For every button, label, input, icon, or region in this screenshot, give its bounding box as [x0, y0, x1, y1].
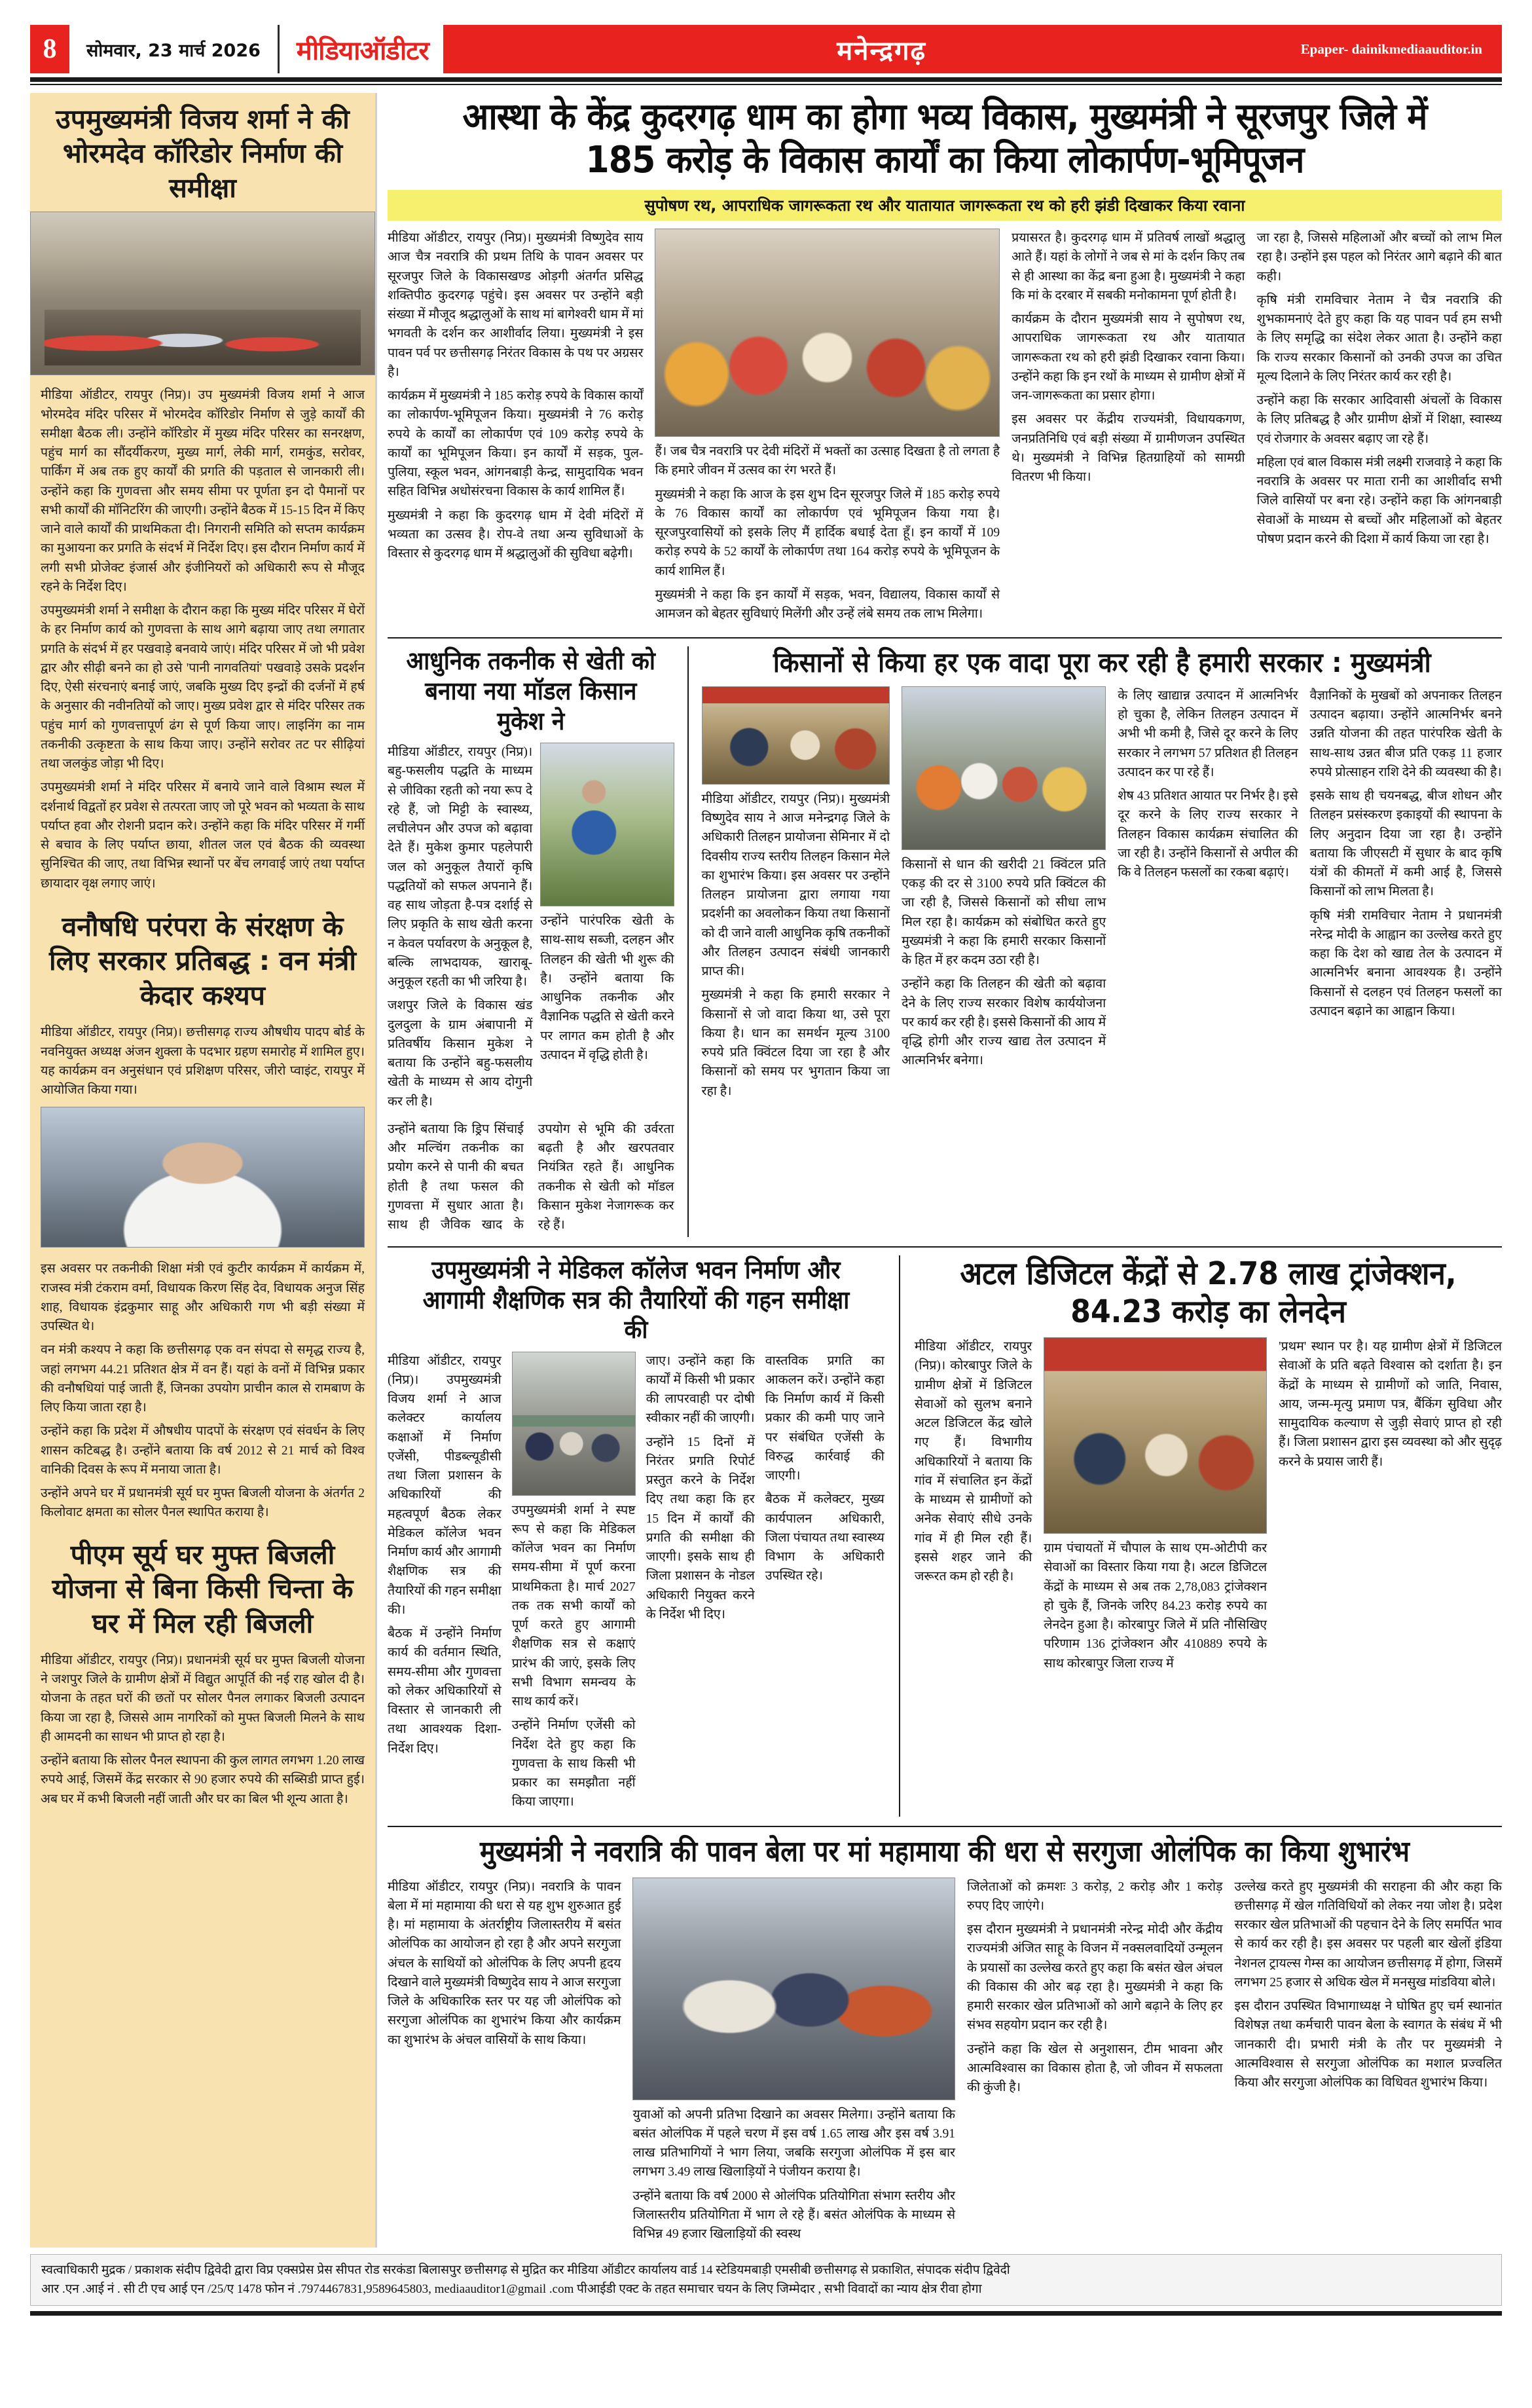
lead-story-col-3	[1012, 229, 1256, 628]
bottom-story-col-2	[632, 1878, 967, 2249]
paragraph: उन्होंने बताया कि ड्रिप सिंचाई और मल्चिंग तकनीक का प्रयोग करने से पानी की बचत होती है तथा फसल की गुणवत्ता में सुधार आता है। साथ ही जैविक खाद के उपयोग से भूमि की उर्वरता बढ़ती है और खरपतवार नियंत्रित रहते हैं। आधुनिक तकनीक से खेती को मॉडल किसान मुकेश नेजागरूक कर रहे हैं।	[388, 1122, 674, 1232]
left-article-2-headline: वनौषधि परंपरा के संरक्षण के लिए सरकार प्रतिबद्ध : वन मंत्री केदार कश्यप	[48, 910, 357, 1011]
paragraph: इस दौरान मुख्यमंत्री ने प्रधानमंत्री नरेन्द्र मोदी और केंद्रीय राज्यमंत्री अंजित साहू के विजन में नक्सलवादियों उन्मूलन के प्रयासों का उल्लेख करते हुए कहा कि बसंत खेल अंचल की विकास की ओर बढ़ रहा है। मुख्यमंत्री ने कहा कि हमारी सरकार खेल प्रतिभाओं को आगे बढ़ाने के लिए हर संभव सहयोग प्रदान कर रही है।	[967, 1923, 1223, 2033]
left-article-3-headline: पीएम सूर्य घर मुफ्त बिजली योजना से बिना किसी चिन्ता के घर में मिल रही बिजली	[52, 1538, 354, 1639]
paragraph: कार्यक्रम के दौरान मुख्यमंत्री साय ने सुपोषण रथ, आपराधिक जागरूकता रथ और यातायात जागरूकता रथ को हरी झंडी दिखाकर रवाना किया। उन्होंने कहा कि इन रथों के माध्यम से ग्रामीण क्षेत्रों में जन-जागरूकता का प्रसार होगा।	[1012, 312, 1245, 403]
paragraph: वास्तविक प्रगति का आकलन करें। उन्होंने कहा कि निर्माण कार्य में किसी प्रकार की कमी पाए जाने पर संबंधित एजेंसी के विरुद्ध कार्रवाई की जाएगी।	[765, 1354, 885, 1483]
epaper-url[interactable]: Epaper- dainikmediaauditor.in	[1300, 41, 1482, 57]
paragraph: बैठक में उन्होंने निर्माण कार्य की वर्तमान स्थिति, समय-सीमा और गुणवत्ता को लेकर अधिकारियों से विस्तार से जानकारी ली तथा आवश्यक दिशा-निर्देश दिए।	[388, 1627, 502, 1756]
left-article-2-photo-wrap	[30, 1104, 375, 1250]
paragraph: जा रहा है, जिससे महिलाओं और बच्चों को लाभ मिल रहा है। उन्होंने इस पहल को निरंतर आगे बढ़ाने की बात कही।	[1256, 231, 1502, 284]
newspaper-brand-logo: मीडियाऑडीटर	[296, 35, 429, 66]
paragraph: हैं। जब चैत्र नवरात्रि पर देवी मंदिरों में भक्तों का उत्साह दिखता है तो लगता है कि हमारे जीवन में उत्सव का रंग भरते हैं।	[655, 445, 1000, 478]
atal-digital-centre-photo	[1044, 1337, 1267, 1534]
paragraph: मीडिया ऑडीटर, रायपुर (निप्र)। बहु-फसलीय पद्धति के माध्यम से जीविका रहती को नया रूप दे रहे हैं, जो मिट्टी के स्वास्थ्य, लचीलेपन और उपज को बढ़ावा देते हैं। मुकेश कुमार पहलेपारी जल को अनुकूल तैयारों कृषि पद्धतियों को सफल अपनाने हैं। वह साथ जोड़ता है-पत्र दर्शाई से लिए प्रकृति के साथ खेती करना न केवल पर्यावरण के अनुकूल है, बल्कि लाभदायक, खाराबू-अनुकूल रहती का भी जरिया है।	[388, 745, 533, 990]
paragraph: ग्राम पंचायतों में चौपाल के साथ एम-ओटीपी कर सेवाओं का विस्तार किया गया है। अटल डिजिटल केंद्रों के माध्यम से अब तक 2,78,083 ट्रांजेक्शन हो चुके हैं, जिनके जरिए 84.23 करोड़ रुपये का लेनदेन हुआ है। कोरबापुर जिले में प्रति नौसिखिए परिणाम 136 ट्रांजेक्शन और 410889 रुपये के साथ कोरबापुर जिला राज्य में	[1044, 1542, 1268, 1671]
lower-left-col-4	[765, 1352, 885, 1817]
paragraph: मीडिया ऑडीटर, रायपुर (निप्र)। उप मुख्यमंत्री विजय शर्मा ने आज भोरमदेव मंदिर परिसर में भोरमदेव कॉरिडोर निर्माण से जुड़े कार्यों की समीक्षा बैठक ली। उन्होंने कॉरिडोर में मुख्य मंदिर परिसर का सनरक्षण, पहुंच मार्ग का सौंदर्यीकरण, मुख्य मार्ग, लेकी मार्ग, रामकुंड, सरोवर, पार्किंग में अब तक हुए कार्यों की प्रगति की पड़ताल से जानकारी ली। उन्होंने कहा कि गुणवत्ता और समय सीमा पर पूर्णता इन दो पैमानों पर सभी कार्यों की मॉनिटरिंग की जाएगी। उन्होंने बैठक में 15-15 दिन में किए जाने वाले कार्यों की प्राथमिकता दी। निगरानी समिति को सप्तम कार्यक्रम का मुआयना कर प्रगति के संदर्भ में निर्देश दिए। इस दौरान निर्माण कार्य में लगी सभी प्रोजेक्ट इंजार्स और इंजीनियरों को अधिकारी रूप से मौजूद रहने के निर्देश दिए।	[41, 388, 365, 594]
paragraph: कृषि मंत्री रामविचार नेताम ने प्रधानमंत्री नरेन्द्र मोदी के आह्वान का उल्लेख करते हुए कहा कि देश को खाद्य तेल के उत्पादन में आत्मनिर्भर बनाना आवश्यक है। उन्होंने किसानों से दलहन एवं तिलहन फसलों का उत्पादन बढ़ाने का आह्वान किया।	[1309, 908, 1502, 1018]
paragraph: मीडिया ऑडीटर, रायपुर (निप्र)। छत्तीसगढ़ राज्य औषधीय पादप बोर्ड के नवनियुक्त अध्यक्ष अंजन शुक्ला के पदभार ग्रहण समारोह में शामिल हुए। यह कार्यक्रम वन अनुसंधान एवं प्रशिक्षण परिसर, जीरो प्वाइंट, रायपुर में आयोजित किया गया।	[41, 1026, 365, 1098]
paragraph: उन्होंने निर्माण एजेंसी को निर्देश देते हुए कहा कि गुणवत्ता के साथ किसी भी प्रकार का समझौता नहीं किया जाएगा।	[511, 1718, 636, 1809]
bottom-story-headline-box	[388, 1835, 1502, 1870]
medical-college-review-meeting-photo	[512, 1352, 636, 1496]
paragraph: प्रयासरत है। कुदरगढ़ धाम में प्रतिवर्ष लाखों श्रद्धालु आते हैं। यहां के लोगों ने जब से मां के दर्शन किए तब से ही आस्था का केंद्र बना हुआ है। मुख्यमंत्री ने कहा कि मां के दरबार में सबकी मनोकामना पूर्ण होती है।	[1012, 231, 1245, 303]
bottom-story-col-4	[1235, 1878, 1502, 2249]
footer-line-1: स्वत्वाधिकारी मुद्रक / प्रकाशक संदीप द्विवेदी द्वारा विप्र एक्सप्रेस प्रेस सीपत रोड सरकंडा बिलासपुर छत्तीसगढ़ से मुद्रित कर मीडिया ऑडीटर कार्यालय वार्ड 14 स्टेडियमबाड़ी एमसीबी छत्तीसगढ़ से प्रकाशित, संपादक संदीप द्विवेदी	[41, 2263, 1010, 2277]
section-divider-3	[388, 1826, 1502, 1827]
paragraph: उपमुख्यमंत्री शर्मा ने समीक्षा के दौरान कहा कि मुख्य मंदिर परिसर में घेरों के हर निर्माण कार्य को गुणवत्ता के साथ आगे बढ़ाया जाए तथा लगातार प्रगति के संदर्भ में हर पखवाड़े बनवाये जाएं। मंदिर परिसर में जो भी प्रवेश द्वार और सीढ़ी बनने का हो उसे 'पानी नागवतियां' पखवाड़े उसके प्रदर्शन दिए, ऐसी संरचनाएं बनाई जाएं, जबकि मुख्य दिए इन्द्रों की दर्जनों में हर्ष के अनुसार की नवीनतियों को जाए। मुख्य प्रवेश द्वार से मंदिर परिसर तक पहुंच मार्ग को गुणवत्तापूर्ण ढंग से पूर्ण किया जाए। लाइनिंग का नाम तकनीकी उत्कृष्टता के साथ किया जाए। उन्होंने सरोवर तट पर सीढ़ियां तथा जलकुंड जोड़ा भी दिए।	[41, 604, 365, 771]
masthead-rule-thin	[30, 84, 1502, 85]
paragraph: जिलेताओं को क्रमशः 3 करोड़, 2 करोड़ और 1 करोड़ रुपए दिए जाएंगे।	[967, 1880, 1223, 1913]
lower-right-col-2	[1044, 1337, 1279, 1678]
section-divider-2	[388, 1246, 1502, 1248]
left-article-3-body	[41, 1651, 365, 1809]
lead-story-headline-box	[388, 96, 1502, 182]
edition-city-bar	[443, 25, 1502, 73]
left-article-3-headline-box	[30, 1527, 375, 1647]
paragraph: जशपुर जिले के विकास खंड दुलदुला के ग्राम अंबापानी में प्रतिवर्षीय किसान मुकेश ने बताया कि उन्होंने बहु-फसलीय खेती के माध्यम से आय दोगुनी कर ली है।	[388, 999, 533, 1109]
lead-story-col-1	[388, 229, 655, 628]
lower-row	[388, 1255, 1502, 1817]
paragraph: उपमुख्यमंत्री शर्मा ने मंदिर परिसर में बनाये जाने वाले विश्राम स्थल में दर्शनार्थ विद्वतों हर प्रवेश से तत्परता जाए जो पूरे भवन को भव्यता के साथ पर्याप्त हवा और रोशनी प्रदान करे। उन्होंने कहा कि मंदिर परिसर में गर्मी से बचाव के लिए पर्याप्त छाया, शीतल जल एवं बैठक की व्यवस्था सुनिश्चित की जाए, तथा विभिन्न स्थानों पर बेंच लगवाई जाएं तथा पर्याप्त छायादार वृक्ष लगाए जाएं।	[41, 781, 365, 891]
paragraph: मुख्यमंत्री ने कहा कि इन कार्यों में सड़क, भवन, विद्यालय, विकास कार्यों से आमजन को बेहतर सुविधाएं मिलेंगी और उन्हें लंबे समय तक लाभ मिलेगा।	[655, 587, 1000, 621]
paragraph: उन्होंने कहा कि सरकार आदिवासी अंचलों के विकास के लिए प्रतिबद्ध है और ग्रामीण क्षेत्रों में शिक्षा, स्वास्थ्य एवं रोजगार के अवसर बढ़ाए जा रहे हैं।	[1256, 394, 1502, 446]
lower-right-story	[900, 1255, 1502, 1817]
paragraph: मीडिया ऑडीटर, रायपुर (निप्र)। मुख्यमंत्री विष्णुदेव साय ने आज मनेन्द्रगढ़ जिले के अधिकारी तिलहन प्रायोजना सेमिनार में दो दिवसीय राज्य स्तरीय तिलहन किसान मेले का शुभारंभ किया। इस अवसर पर उन्होंने तिलहन प्रायोजना द्वारा लगाया गया प्रदर्शनी का अवलोकन किया तथा किसानों को दी जाने वाली आधुनिक कृषि तकनीकों और तिलहन उत्पादन संबंधी जानकारी प्राप्त की।	[701, 792, 890, 979]
paragraph: मीडिया ऑडीटर, रायपुर (निप्र)। कोरबापुर जिले के ग्रामीण क्षेत्रों में डिजिटल सेवाओं को सुलभ बनाने अटल डिजिटल केंद्र खोले गए हैं। विभागीय अधिकारियों ने बताया कि गांव में संचालित इन केंद्रों के माध्यम से ग्रामीणों को अनेक सेवाएं सीधे उनके गांव में ही मिल रही हैं। इससे शहर जाने की जरूरत कम हो रही है।	[914, 1340, 1032, 1584]
left-article-1-headline: उपमुख्यमंत्री विजय शर्मा ने की भोरमदेव कॉरिडोर निर्माण की समीक्षा	[56, 103, 350, 204]
page-number-badge: 8	[30, 25, 69, 73]
cm-kudargarh-event-photo	[655, 229, 1000, 437]
footer-rule	[30, 2311, 1502, 2316]
lead-story-subhead: सुपोषण रथ, आपराधिक जागरूकता रथ और यातायात जागरूकता रथ को हरी झंडी दिखाकर किया रवाना	[388, 190, 1502, 221]
paragraph: मुख्यमंत्री ने कहा कि कुदरगढ़ धाम में देवी मंदिरों में भव्यता का उत्सव है। रोप-वे तथा अन्य सुविधाओं के विस्तार से कुदरगढ़ धाम में श्रद्धालुओं की सुविधा बढ़ेगी।	[388, 508, 644, 561]
section-divider-1	[388, 637, 1502, 639]
bottom-story-columns	[388, 1878, 1502, 2249]
left-sidebar-column	[30, 93, 377, 2248]
paragraph: उन्होंने बताया कि वर्ष 2000 से ओलंपिक प्रतियोगिता संभाग स्तरीय और जिलास्तरीय प्रतियोगिता में भाग ले रहे हैं। बसंत ओलंपिक के माध्यम से विभिन्न 49 हजार खिलाड़ियों की स्वस्थ	[632, 2189, 956, 2242]
left-article-2-headline-box	[30, 898, 375, 1019]
mid-right-col-1	[702, 686, 902, 1105]
paragraph: मीडिया ऑडीटर, रायपुर (निप्र)। नवरात्रि के पावन बेला में मां महामाया की धरा से यह शुभ शुरुआत हुई है। मां महामाया के अंतर्राष्ट्रीय जिलास्तरीय में बसंत ओलंपिक का आयोजन हो रहा है और अपने सरगुजा अंचल के साथियों को ओलंपिक के लिए अपनी हृदय दिखाने वाले मुख्यमंत्री विष्णुदेव साय ने आज सरगुजा जिले के अधिकारिक स्तर पर यह जी ओलंपिक को सरगुजा ओलंपिक का शुभारंभ किया और कार्यक्रम का शुभारंभ के अंचल वासियों के साथ किया।	[388, 1880, 621, 2047]
main-content-column	[377, 93, 1502, 2248]
mid-right-col-2	[902, 686, 1118, 1105]
paragraph: महिला एवं बाल विकास मंत्री लक्ष्मी राजवाड़े ने कहा कि नवरात्रि के अवसर पर माता रानी का आशीर्वाद सभी जिले वासियों पर बना रहे। उन्होंने कहा कि आंगनबाड़ी सेवाओं के माध्यम से बच्चों और महिलाओं को बेहतर पोषण प्रदान करने की दिशा में कार्य किया जा रहा है।	[1256, 455, 1502, 546]
left-article-1-headline-box	[30, 93, 375, 212]
cm-inaugurating-event-photo	[702, 686, 890, 785]
bottom-story-col-1	[388, 1878, 632, 2249]
bottom-story-col-3	[967, 1878, 1234, 2249]
paragraph: मीडिया ऑडीटर, रायपुर (निप्र)। मुख्यमंत्री विष्णुदेव साय आज चैत्र नवरात्रि की प्रथम तिथि के पावन अवसर पर सूरजपुर जिले के विकासखण्ड ओड़गी अंतर्गत प्रसिद्ध शक्तिपीठ कुदरगढ़ पहुंचे। इस अवसर पर उन्होंने बड़ी संख्या में मौजूद श्रद्धालुओं के साथ मां बागेश्वरी धाम में मां भगवती के दर्शन कर आशीर्वाद लिया। मुख्यमंत्री ने इस पावन पर्व पर छत्तीसगढ़ निरंतर विकास के पथ पर अग्रसर है।	[388, 231, 644, 379]
paragraph: उन्होंने कहा कि प्रदेश में औषधीय पादपों के संरक्षण एवं संवर्धन के लिए शासन कटिबद्ध है। उन्होंने बताया कि वर्ष 2012 से 21 मार्च को विश्व वानिकी दिवस के रूप में मनाया जाता है।	[41, 1424, 365, 1477]
deputy-cm-review-meeting-photo	[30, 212, 375, 375]
lower-left-col-2	[512, 1352, 646, 1817]
mid-right-headline-box	[702, 646, 1502, 679]
paragraph: उल्लेख करते हुए मुख्यमंत्री की सराहना की और कहा कि छत्तीसगढ़ में खेल गतिविधियों को लेकर नया जोश है। प्रदेश सरकार खेल प्रतिभाओं की पहचान देने के लिए समर्पित भाव से कार्य कर रही है। इस अवसर पर पहली बार खेलों इंडिया नेशनल ट्रायल्स गेम्स का आयोजन छत्तीसगढ़ में होगा, जिसमें लगभग 25 हजार से अधिक खेल में मनसुख मांडविया बोले।	[1234, 1880, 1502, 1990]
mid-right-col-4	[1310, 686, 1502, 1105]
paragraph: इस अवसर पर तकनीकी शिक्षा मंत्री एवं कुटीर कार्यक्रम में कार्यक्रम में, राजस्व मंत्री टंकराम वर्मा, विधायक किरण सिंह देव, विधायक अनुज सिंह शाह, विधायक इंद्रकुमार साहू और अधिकारी गण भी बड़ी संख्या में उपस्थित थे।	[41, 1262, 365, 1334]
lead-story-columns	[388, 229, 1502, 628]
lead-story-headline: आस्था के केंद्र कुदरगढ़ धाम का होगा भव्य विकास, मुख्यमंत्री ने सूरजपुर जिले में 185 करोड़ के विकास कार्यों का किया लोकार्पण-भूमिपूजन	[462, 96, 1427, 182]
paragraph: बैठक में कलेक्टर, मुख्य कार्यपालन अधिकारी, जिला पंचायत तथा स्वास्थ्य विभाग के अधिकारी उपस्थित रहे।	[765, 1492, 885, 1584]
paragraph: इसके साथ ही चयनबद्ध, बीज शोधन और तिलहन प्रसंस्करण इकाइयों की स्थापना के लिए अनुदान दिया जा रहा है। उन्होंने बताया कि जीएसटी में सुधार के बाद कृषि यंत्रों की कीमतों में कमी आई है, जिससे किसानों को लाभ मिलता है।	[1309, 789, 1502, 899]
footer-imprint	[30, 2254, 1502, 2306]
mid-right-story	[689, 646, 1502, 1237]
paragraph: मुख्यमंत्री ने कहा कि हमारी सरकार ने किसानों से जो वादा किया था, उसे पूरा किया है। धान का समर्थन मूल्य 3100 रुपये प्रति क्विंटल दिया जा रहा है और किसानों को समय पर भुगतान किया जा रहा है।	[701, 988, 890, 1098]
forest-minister-portrait-photo	[41, 1107, 365, 1248]
bottom-story-headline: मुख्यमंत्री ने नवरात्रि की पावन बेला पर मां महामाया की धरा से सरगुजा ओलंपिक का किया शुभारंभ	[480, 1834, 1410, 1868]
left-article-1-body	[41, 386, 365, 893]
lower-left-story	[388, 1255, 900, 1817]
left-article-1-photo-wrap	[30, 212, 375, 375]
paragraph: वन मंत्री कश्यप ने कहा कि छत्तीसगढ़ एक वन संपदा से समृद्ध राज्य है, जहां लगभग 44.21 प्रतिशत क्षेत्र में वन हैं। यहां के वनों में विभिन्न प्रकार की वनौषधियां पाई जाती हैं, जिनका उपयोग प्राचीन काल से रामबाण के लिए किया जाता रहा है।	[41, 1343, 365, 1415]
paragraph: उन्होंने कहा कि खेल से अनुशासन, टीम भावना और आत्मविश्वास का विकास होता है, जो जीवन में सफलता की कुंजी है।	[967, 2042, 1223, 2095]
left-article-2-body	[41, 1023, 365, 1100]
lower-right-col-1	[915, 1337, 1044, 1678]
paragraph: इस दौरान उपस्थित विभागाध्यक्ष ने घोषित हुए चर्म स्थानांत विशेषज्ञ तथा कर्मचारी पावन बेला के स्वागत के संबंध में भी जानकारी दी। प्रभारी मंत्री के तौर पर मुख्यमंत्री ने आत्मविश्वास से सरगुजा ओलंपिक का मशाल प्रज्वलित किया और सरगुजा ओलंपिक का विधिवत शुभारंभ किया।	[1234, 1999, 1502, 2090]
publication-date: सोमवार, 23 मार्च 2026	[69, 25, 280, 73]
paragraph: इस अवसर पर केंद्रीय राज्यमंत्री, विधायकगण, जनप्रतिनिधि एवं बड़ी संख्या में ग्रामीणजन उपस्थित थे। मुख्यमंत्री ने विभिन्न हितग्राहियों को सामग्री वितरण भी किया।	[1012, 413, 1245, 485]
paragraph: किसानों से धान की खरीदी 21 क्विंटल प्रति एकड़ की दर से 3100 रुपये प्रति क्विंटल की जा रही है, जिससे किसानों को सीधा लाभ मिल रहा है। कार्यक्रम को संबोधित करते हुए मुख्यमंत्री ने कहा कि हमारी सरकार किसानों के हित में हर कदम उठा रही है।	[902, 857, 1106, 968]
mid-left-story	[388, 646, 689, 1237]
lead-story-col-4	[1257, 229, 1502, 628]
paragraph: उन्होंने पारंपरिक खेती के साथ-साथ सब्जी, दलहन और तिलहन की खेती भी शुरू की है। उन्होंने बताया कि आधुनिक तकनीक और वैज्ञानिक पद्धति से खेती करने पर लागत कम होती है और उत्पादन में वृद्धि होती है।	[540, 914, 674, 1062]
mid-right-col-3	[1118, 686, 1309, 1105]
paragraph: कृषि मंत्री रामविचार नेताम ने चैत्र नवरात्रि की शुभकामनाएं देते हुए कहा कि यह पावन पर्व हम सभी के लिए समृद्धि का संदेश लेकर आता है। उन्होंने कहा कि राज्य सरकार किसानों को उनकी उपज का उचित मूल्य दिलाने के लिए निरंतर कार्य कर रही है।	[1256, 293, 1502, 384]
lower-left-col-1	[388, 1352, 512, 1817]
cm-crowd-greeting-photo	[902, 686, 1106, 850]
paragraph: मुख्यमंत्री ने कहा कि आज के इस शुभ दिन सूरजपुर जिले में 185 करोड़ रुपये के 76 विकास कार्यों का लोकार्पण एवं भूमिपूजन किया गया है। सूरजपुरवासियों को इसके लिए मैं हार्दिक बधाई देता हूँ। इन कार्यों में 109 करोड़ रुपये के 52 कार्यों के लोकार्पण तथा 164 करोड़ रुपये के भूमिपूजन के कार्य शामिल हैं।	[655, 487, 1000, 578]
lower-left-headline-box	[388, 1255, 885, 1345]
paragraph: के लिए खाद्यान्न उत्पादन में आत्मनिर्भर हो चुका है, लेकिन तिलहन उत्पादन में अभी भी कमी है, जिसे दूर करने के लिए सरकार ने लगभग 57 प्रतिशत ही तिलहन उत्पादन कर पा रहे हैं।	[1118, 688, 1298, 779]
paragraph: मीडिया ऑडीटर, रायपुर (निप्र)। प्रधानमंत्री सूर्य घर मुफ्त बिजली योजना ने जशपुर जिले के ग्रामीण क्षेत्रों में विद्युत आपूर्ति की नई राह खोल दी है। योजना के तहत घरों की छतों पर सोलर पैनल लगाकर बिजली उत्पादन किया जा रहा है, जिससे आम नागरिकों को मुफ्त बिजली मिलने के साथ ही आमदनी का साधन भी प्राप्त हो रहा है।	[41, 1653, 365, 1744]
paragraph: 'प्रथम' स्थान पर है। यह ग्रामीण क्षेत्रों में डिजिटल सेवाओं के प्रति बढ़ते विश्वास को दर्शाता है। इन केंद्रों के माध्यम से ग्रामीणों को जाति, निवास, आय, जन्म-मृत्यु प्रमाण पत्र, बैंकिंग सुविधा और सामुदायिक कल्याण से जुड़ी सेवाएं प्राप्त हो रही हैं। जिला प्रशासन द्वारा इस व्यवस्था को और सुदृढ़ करने के प्रयास जारी हैं।	[1279, 1340, 1502, 1469]
left-article-2-body-cont	[41, 1259, 365, 1522]
paragraph: शेष 43 प्रतिशत आयात पर निर्भर है। इसे दूर करने के लिए राज्य सरकार ने तिलहन विकास कार्यक्रम संचालित की जा रही है। उन्होंने किसानों से अपील की कि वे तिलहन फसलों का रकबा बढ़ाएं।	[1118, 789, 1298, 880]
lower-right-headline: अटल डिजिटल केंद्रों से 2.78 लाख ट्रांजेक्शन, 84.23 करोड़ का लेनदेन	[960, 1255, 1457, 1330]
lower-left-col-3	[646, 1352, 765, 1817]
cm-sarguja-olympic-stage-photo	[632, 1878, 955, 2100]
mid-left-headline: आधुनिक तकनीक से खेती को बनाया नया मॉडल किसान मुकेश ने	[406, 646, 655, 735]
page-body-grid	[30, 93, 1502, 2248]
paragraph: उन्होंने बताया कि सोलर पैनल स्थापना की कुल लागत लगभग 1.20 लाख रुपये आई, जिसमें केंद्र सरकार से 90 हजार रुपये की सब्सिडी प्राप्त हुई। अब घर में कभी बिजली नहीं जाती और घर का बिल भी शून्य आता है।	[41, 1754, 365, 1806]
mid-right-headline: किसानों से किया हर एक वादा पूरा कर रही है हमारी सरकार : मुख्यमंत्री	[773, 646, 1431, 679]
footer-line-2: आर .एन .आई नं . सी टी एच आई एन /25/ए 1478 फोन नं .7974467831,9589645803, mediaauditor1@gmail .com पीआईडी एक्ट के तहत समाचार चयन के लिए जिम्मेदार , सभी विवादों का न्याय क्षेत्र रीवा होगा	[41, 2282, 982, 2297]
mid-row	[388, 646, 1502, 1237]
farmer-mukesh-field-photo	[540, 743, 674, 906]
mid-left-headline-box	[388, 646, 674, 736]
paragraph: युवाओं को अपनी प्रतिभा दिखाने का अवसर मिलेगा। उन्होंने बताया कि बसंत ओलंपिक में पहले चरण में इस वर्ष 1.65 लाख और इस वर्ष 3.91 लाख प्रतिभागियों ने भाग लिया, जबकि सरगुजा ओलंपिक में इस बार लगभग 3.49 लाख खिलाड़ियों ने पंजीयन कराया है।	[632, 2107, 956, 2179]
lead-story-col-2	[655, 229, 1012, 628]
paragraph: उन्होंने अपने घर में प्रधानमंत्री सूर्य घर मुफ्त बिजली योजना के अंतर्गत 2 किलोवाट क्षमता का सोलर पैनल स्थापित कराया है।	[41, 1487, 365, 1520]
lower-right-headline-box	[915, 1255, 1502, 1331]
paragraph: उपमुख्यमंत्री शर्मा ने स्पष्ट रूप से कहा कि मेडिकल कॉलेज भवन का निर्माण समय-सीमा में पूर्ण करना प्राथमिकता है। मार्च 2027 तक तक सभी कार्यों को पूर्ण करते हुए आगामी शैक्षणिक सत्र से कक्षाएं प्रारंभ की जाएं, इसके लिए सभी विभाग समन्वय के साथ कार्य करें।	[511, 1503, 636, 1709]
paragraph: जाए। उन्होंने कहा कि कार्यों में किसी भी प्रकार की लापरवाही पर दोषी स्वीकार नहीं की जाएगी।	[646, 1354, 755, 1426]
paragraph: उन्होंने 15 दिनों में निरंतर प्रगति रिपोर्ट प्रस्तुत करने के निर्देश दिए तथा कहा कि हर 15 दिन में कार्यों की प्रगति की समीक्षा की जाएगी। इसके साथ ही जिला प्रशासन के नोडल अधिकारी नियुक्त करने के निर्देश भी दिए।	[646, 1435, 755, 1621]
paragraph: मीडिया ऑडीटर, रायपुर (निप्र)। उपमुख्यमंत्री विजय शर्मा ने आज कलेक्टर कार्यालय कक्षाओं में निर्माण एजेंसी, पीडब्ल्यूडीसी तथा जिला प्रशासन के अधिकारियों की महत्वपूर्ण बैठक लेकर मेडिकल कॉलेज भवन निर्माण कार्य और आगामी शैक्षणिक सत्र की तैयारियों की गहन समीक्षा की।	[388, 1354, 502, 1617]
masthead-rule-thick	[30, 77, 1502, 82]
paragraph: वैज्ञानिकों के मुखबों को अपनाकर तिलहन उत्पादन बढ़ाया। उन्होंने आत्मनिर्भर बनने उन्नति योजना की तहत पारंपरिक खेती के साथ-साथ उन्नत बीज प्रति एकड़ 11 हजार रुपये प्रोत्साहन राशि देने की व्यवस्था की है।	[1309, 688, 1502, 779]
paragraph: उन्होंने कहा कि तिलहन की खेती को बढ़ावा देने के लिए राज्य सरकार विशेष कार्ययोजना पर कार्य कर रही है। इससे किसानों की आय में वृद्धि होगी और राज्य खाद्य तेल उत्पादन में आत्मनिर्भर बनेगा।	[902, 977, 1106, 1068]
paragraph: कार्यक्रम में मुख्यमंत्री ने 185 करोड़ रुपये के विकास कार्यों का लोकार्पण-भूमिपूजन किया। मुख्यमंत्री ने 76 करोड़ रुपये के कार्यों का लोकार्पण एवं 109 करोड़ रुपये के कार्यों का भूमिपूजन किया। इन कार्यों में सड़क, पुल-पुलिया, स्कूल भवन, आंगनबाड़ी केन्द्र, सामुदायिक भवन सहित विभिन्न अधोसंरचना विकास के कार्य शामिल हैं।	[388, 389, 644, 499]
edition-city-name: मनेन्द्रगढ़	[837, 35, 927, 66]
lower-left-headline: उपमुख्यमंत्री ने मेडिकल कॉलेज भवन निर्माण और आगामी शैक्षणिक सत्र की तैयारियों की गहन समीक्षा की	[422, 1255, 850, 1344]
lower-right-col-3	[1279, 1337, 1502, 1678]
masthead	[30, 25, 1502, 73]
